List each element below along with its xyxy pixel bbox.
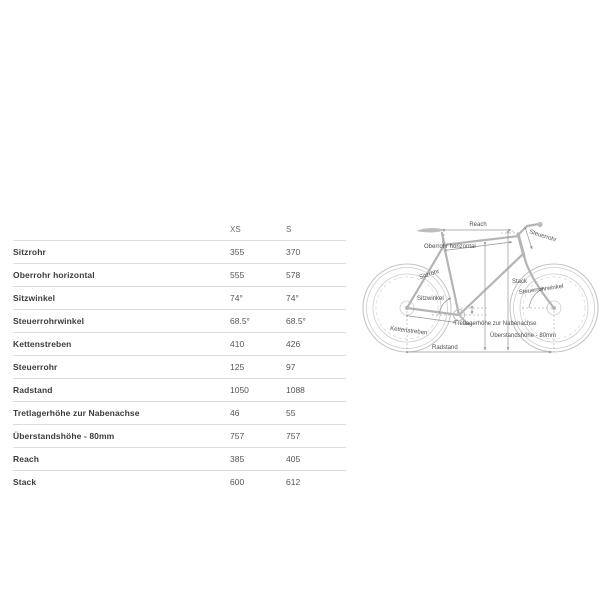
cell-value: 757: [230, 425, 286, 448]
diagram-label-stack: Stack: [512, 279, 528, 285]
cell-value: 612: [286, 477, 301, 487]
cell-value: 578: [286, 264, 346, 287]
cell-value: 97: [286, 356, 346, 379]
cell-value: 68.5°: [286, 310, 346, 333]
column-header-s: S: [286, 219, 346, 241]
saddle: [416, 228, 446, 233]
table-row: [13, 402, 346, 425]
row-label: Reach: [13, 448, 230, 471]
row-label: Stack: [13, 477, 37, 487]
cell-value: 600: [230, 477, 245, 487]
cell-value: 74°: [230, 287, 286, 310]
table-row: [13, 310, 346, 333]
diagram-label-sitzwinkel: Sitzwinkel: [417, 296, 444, 302]
cell-value: 426: [286, 333, 346, 356]
diagram-label-steuerrohr: Steuerrohr: [528, 229, 558, 244]
geometry-table: [13, 219, 346, 493]
diagram-label-oberrohr: Oberrohr horizontal: [424, 244, 476, 250]
row-label: Tretlagerhöhe zur Nabenachse: [13, 402, 230, 425]
table-row: [13, 356, 346, 379]
diagram-label-sitzrohr: Sitzrohr: [418, 268, 441, 281]
bike-geometry-diagram: [362, 203, 600, 381]
cell-value: 1088: [286, 379, 346, 402]
table-row: [13, 264, 346, 287]
row-label: Steuerrohr: [13, 356, 230, 379]
diagram-label-ueberstandshoehe: Überstandshöhe - 80mm: [490, 333, 557, 339]
diagram-label-steuerrohrwinkel: Steuerrohrwinkel: [518, 283, 564, 296]
cell-value: 68.5°: [230, 310, 286, 333]
table-row: [13, 448, 346, 471]
cell-value: 46: [230, 402, 286, 425]
table-row: [13, 471, 346, 494]
column-header-xs: XS: [230, 219, 286, 241]
diagram-label-reach: Reach: [469, 222, 487, 228]
diagram-label-kettenstreben: Kettenstreben: [389, 326, 428, 337]
cell-value: 74°: [286, 287, 346, 310]
table-row: [13, 379, 346, 402]
row-label: Oberrohr horizontal: [13, 264, 230, 287]
table-row: [13, 241, 346, 264]
row-label: Radstand: [13, 379, 230, 402]
cell-value: 410: [230, 333, 286, 356]
header-spacer: [13, 219, 230, 241]
table-header-row: [13, 219, 346, 241]
table-row: [13, 425, 346, 448]
cell-value: 385: [230, 448, 286, 471]
cell-value: 355: [230, 241, 286, 264]
cell-value: 1050: [230, 379, 286, 402]
table-row: [13, 333, 346, 356]
diagram-label-radstand: Radstand: [432, 345, 458, 351]
diagram-label-tretlagerhoehe: Tretlagerhöhe zur Nabenachse: [454, 321, 537, 327]
handlebar-grip: [537, 222, 542, 227]
cell-value: 125: [230, 356, 286, 379]
cell-value: 757: [286, 425, 346, 448]
cell-value: 370: [286, 241, 346, 264]
row-label: Steuerrohrwinkel: [13, 310, 230, 333]
cell-value: 555: [230, 264, 286, 287]
cell-value: 405: [286, 448, 346, 471]
row-label: Sitzrohr: [13, 241, 230, 264]
row-label: Kettenstreben: [13, 333, 230, 356]
cell-value: 55: [286, 402, 346, 425]
row-label: Sitzwinkel: [13, 287, 230, 310]
row-label: Überstandshöhe - 80mm: [13, 425, 230, 448]
table-row: [13, 287, 346, 310]
